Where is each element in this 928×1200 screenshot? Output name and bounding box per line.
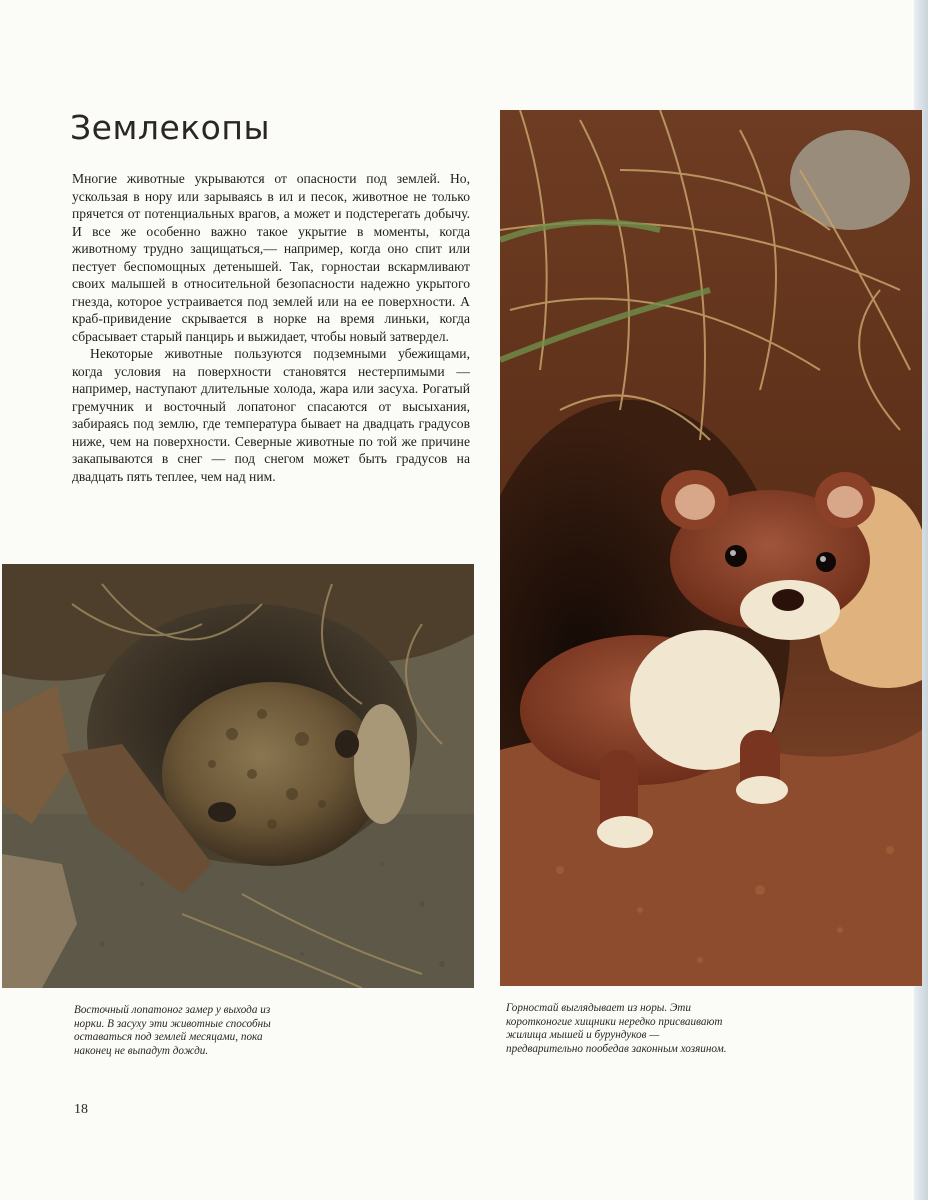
toad-caption: Восточный лопатоног замер у выхода из норки. В засуху эти животные способны оставаться под землей месяцами, пока наконец не выпадут дожди.	[74, 1004, 271, 1057]
paragraph-1: Многие животные укрываются от опасности под землей. Но, ускользая в нору или зарываясь в ил и песок, животное не только прячется от потенциальных врагов, а может и подстерегать добычу. И все же особенно важно такое укрытие в моменты, когда животному трудно защищаться,— например, когда оно спит или пестует беспомощных детенышей. Так, горностаи вскармливают своих малышей в относительной безопасности надежно укрытого гнезда, которое устраивается под землей или на ее поверхности. А краб-привидение скрывается в норке на время линьки, когда сбрасывает старый панцирь и выжидает, чтобы новый затвердел.	[72, 171, 470, 344]
paragraph-2: Некоторые животные пользуются подземными убежищами, когда условия на поверхности становятся нестерпимыми — например, наступают длительные холода, жара или засуха. Рогатый гремучник и восточный лопатоног спасаются от высыхания, забираясь под землю, где температура бывает на двадцать градусов ниже, чем на поверхности. Северные животные по той же причине закапываются в снег — под снегом может быть градусов на двадцать пять теплее, чем над ним.	[72, 346, 470, 484]
toad-photo	[2, 564, 474, 988]
article-body	[72, 170, 470, 485]
stoat-caption: Горностай выглядывает из норы. Эти коротконогие хищники нередко присваивают жилища мышей и бурундуков — предварительно пообедав законным хозяином.	[506, 1002, 727, 1055]
page-number: 18	[74, 1102, 88, 1117]
stoat-photo	[500, 110, 922, 986]
page-title: Землекопы	[70, 108, 271, 147]
